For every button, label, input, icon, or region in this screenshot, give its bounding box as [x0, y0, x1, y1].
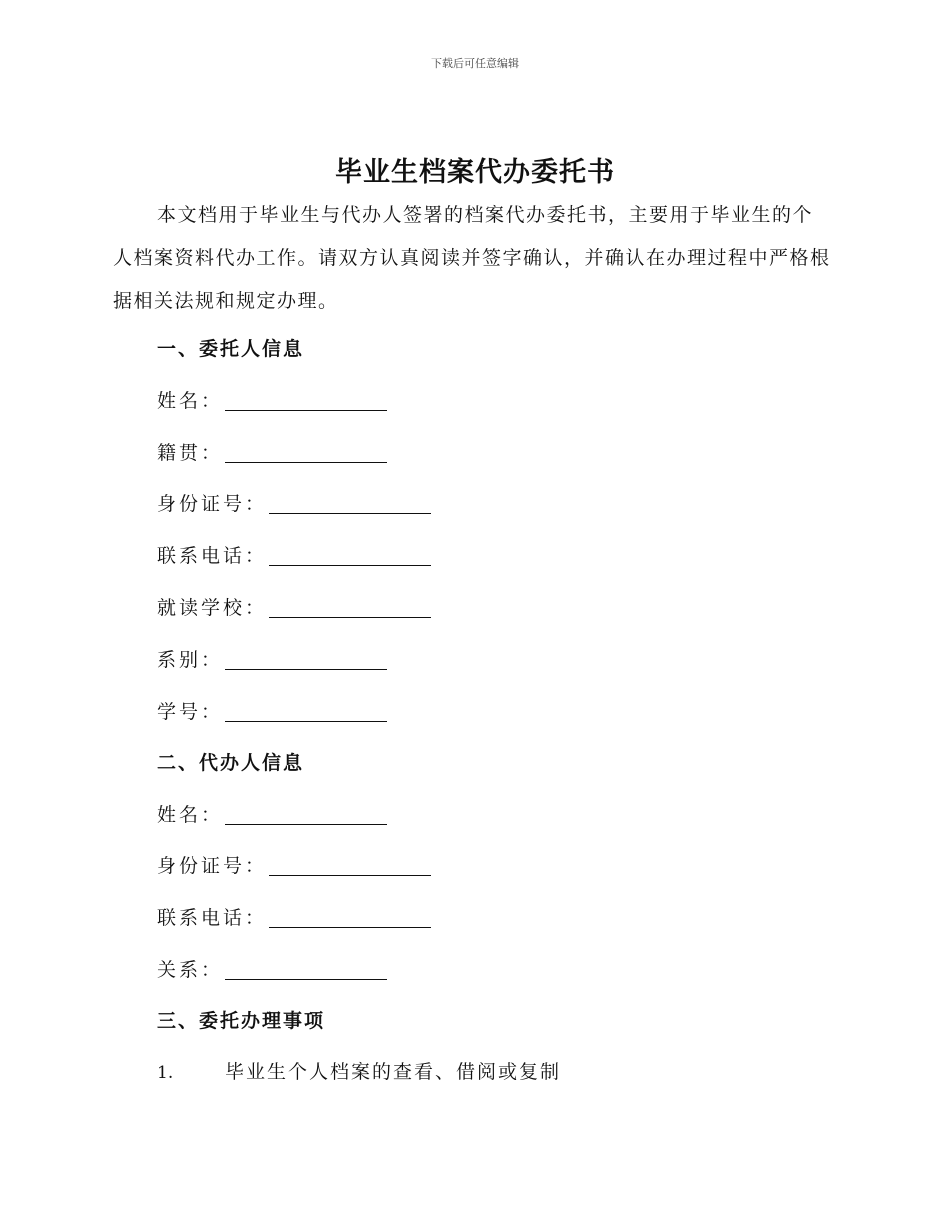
- field-label: 关系：: [157, 959, 224, 981]
- agent-name-field: [157, 800, 387, 827]
- principal-name-field: [157, 386, 387, 413]
- field-label: 联系电话：: [157, 907, 268, 929]
- field-label: 学号：: [157, 701, 224, 723]
- section-heading-agent: 二、代办人信息: [157, 752, 305, 774]
- section-heading-principal: 一、委托人信息: [157, 338, 305, 360]
- field-label: 姓名：: [157, 390, 224, 412]
- field-label: 就读学校：: [157, 597, 268, 619]
- school-blank[interactable]: [269, 595, 431, 618]
- section-heading-matters: 三、委托办理事项: [157, 1010, 326, 1032]
- field-label: 身份证号：: [157, 493, 268, 515]
- principal-department-field: [157, 645, 387, 672]
- list-item-number: 1.: [157, 1063, 174, 1083]
- id-number-blank[interactable]: [269, 853, 431, 876]
- agent-phone-field: [157, 903, 431, 930]
- field-label: 身份证号：: [157, 855, 268, 877]
- student-id-blank[interactable]: [225, 699, 387, 722]
- name-blank[interactable]: [225, 802, 387, 825]
- principal-student-id-field: [157, 697, 387, 724]
- document-title: 毕业生档案代办委托书: [335, 157, 615, 188]
- relation-blank[interactable]: [225, 957, 387, 980]
- principal-school-field: [157, 593, 431, 620]
- field-label: 籍贯：: [157, 442, 224, 464]
- principal-id-field: [157, 489, 431, 516]
- field-label: 姓名：: [157, 804, 224, 826]
- intro-paragraph: 本文档用于毕业生与代办人签署的档案代办委托书，主要用于毕业生的个人档案资料代办工作。请双方认真阅读并签字确认，并确认在办理过程中严格根据相关法规和规定办理。: [113, 204, 831, 312]
- department-blank[interactable]: [225, 647, 387, 670]
- phone-blank[interactable]: [269, 543, 431, 566]
- field-label: 系别：: [157, 649, 224, 671]
- name-blank[interactable]: [225, 388, 387, 411]
- field-label: 联系电话：: [157, 545, 268, 567]
- phone-blank[interactable]: [269, 905, 431, 928]
- principal-hometown-field: [157, 438, 387, 465]
- principal-phone-field: [157, 541, 431, 568]
- header-note: 下载后可任意编辑: [431, 57, 519, 70]
- agent-id-field: [157, 851, 431, 878]
- id-number-blank[interactable]: [269, 491, 431, 514]
- list-item: [157, 1057, 561, 1084]
- agent-relation-field: [157, 955, 387, 982]
- list-item-text: 毕业生个人档案的查看、借阅或复制: [225, 1061, 562, 1083]
- hometown-blank[interactable]: [225, 440, 387, 463]
